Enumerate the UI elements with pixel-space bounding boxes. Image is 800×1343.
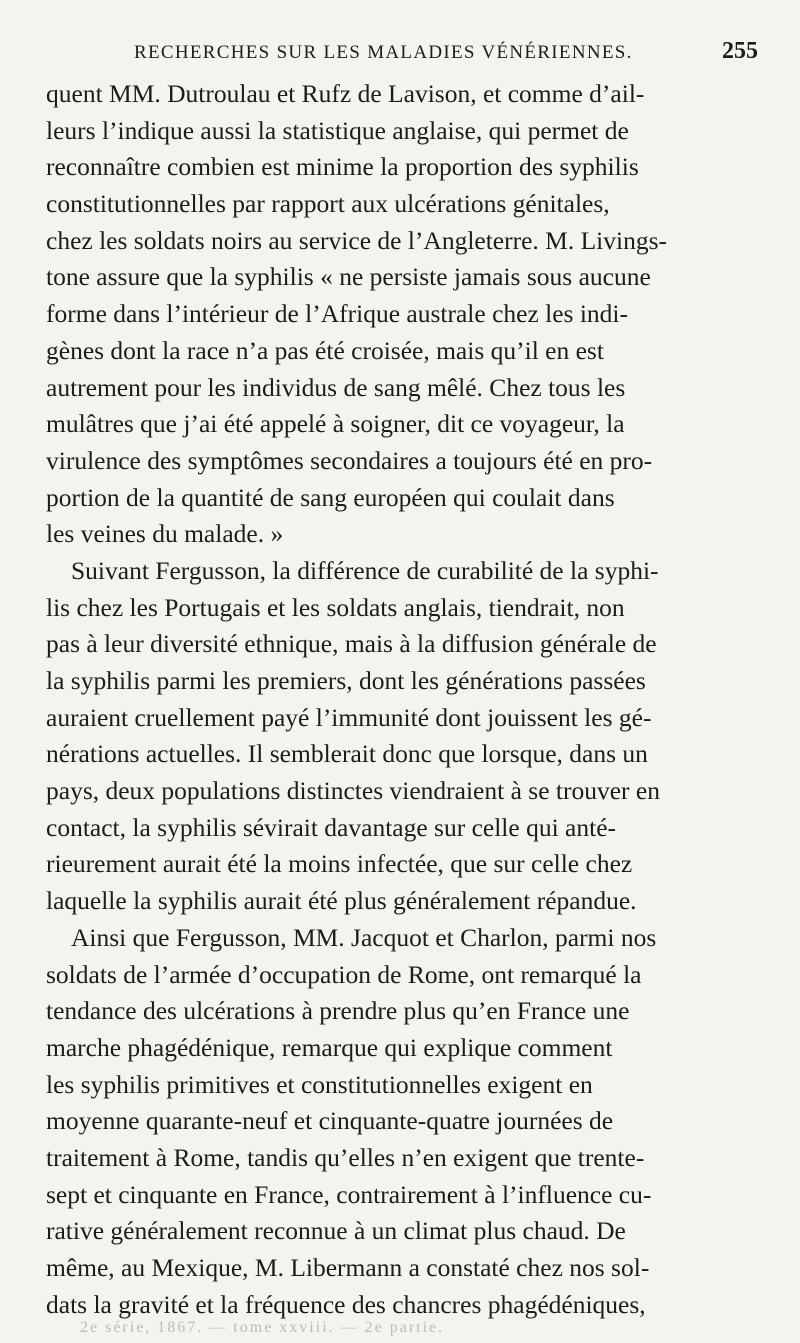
body-text [46,76,762,1323]
text-line: traitement à Rome, tandis qu’elles n’en exigent que trente- [46,1142,645,1172]
text-line: contact, la syphilis sévirait davantage sur celle qui anté- [46,812,617,842]
text-line: la syphilis parmi les premiers, dont les générations passées [46,666,646,695]
text-line: reconnaître combien est minime la proportion des syphilis [46,152,639,182]
text-line: laquelle la syphilis aurait été plus généralement répandue. [46,886,637,916]
text-line: virulence des symptômes secondaires a toujours été en pro- [46,445,653,475]
text-line: soldats de l’armée d’occupation de Rome, ont remarqué la [46,959,642,989]
paragraph-first-line: Suivant Fergusson, la différence de curabilité de la syphi- [71,555,659,585]
text-line: rative généralement reconnue à un climat plus chaud. De [46,1216,626,1246]
text-line: quent MM. Dutroulau et Rufz de Lavison, et comme d’ail- [46,79,645,108]
running-head [48,38,758,72]
text-line: nérations actuelles. Il semblerait donc que lorsque, dans un [46,739,648,769]
page-number: 255 [722,38,758,64]
text-line: tone assure que la syphilis « ne persiste jamais sous aucune [46,262,651,292]
paragraph-first-line: Ainsi que Fergusson, MM. Jacquot et Charlon, parmi nos [71,922,657,952]
text-line: marche phagédénique, remarque qui explique comment [46,1032,613,1062]
running-title: RECHERCHES SUR LES MALADIES VÉNÉRIENNES. [134,42,633,63]
text-line: forme dans l’intérieur de l’Afrique australe chez les indi- [46,299,629,329]
faint-footer-text: 2e série, 1867. — tome xxviii. — 2e partie. [80,1319,445,1336]
text-line: portion de la quantité de sang européen qui coulait dans [46,482,615,512]
text-line: auraient cruellement payé l’immunité dont jouissent les gé- [46,702,652,732]
text-line: les syphilis primitives et constitutionnelles exigent en [46,1069,593,1099]
text-line: dats la gravité et la fréquence des chancres phagédéniques, [46,1289,646,1319]
text-line: sept et cinquante en France, contrairement à l’influence cu- [46,1179,652,1209]
text-line: lis chez les Portugais et les soldats anglais, tiendrait, non [46,592,625,622]
text-line: constitutionnelles par rapport aux ulcérations génitales, [46,189,610,219]
text-line: moyenne quarante-neuf et cinquante-quatre journées de [46,1106,614,1136]
text-line: chez les soldats noirs au service de l’Angleterre. M. Livings- [46,225,668,255]
text-line: même, au Mexique, M. Libermann a constaté chez nos sol- [46,1253,650,1282]
text-line: rieurement aurait été la moins infectée, que sur celle chez [46,849,633,879]
text-line: leurs l’indique aussi la statistique anglaise, qui permet de [46,115,629,145]
text-line: tendance des ulcérations à prendre plus qu’en France une [46,996,630,1026]
text-line: pas à leur diversité ethnique, mais à la diffusion générale de [46,629,657,659]
text-line: gènes dont la race n’a pas été croisée, mais qu’il en est [46,335,604,365]
text-line: les veines du malade. » [46,519,284,549]
text-line: autrement pour les individus de sang mêlé. Chez tous les [46,372,626,402]
text-line: pays, deux populations distinctes viendraient à se trouver en [46,776,660,806]
text-line: mulâtres que j’ai été appelé à soigner, dit ce voyageur, la [46,409,625,439]
